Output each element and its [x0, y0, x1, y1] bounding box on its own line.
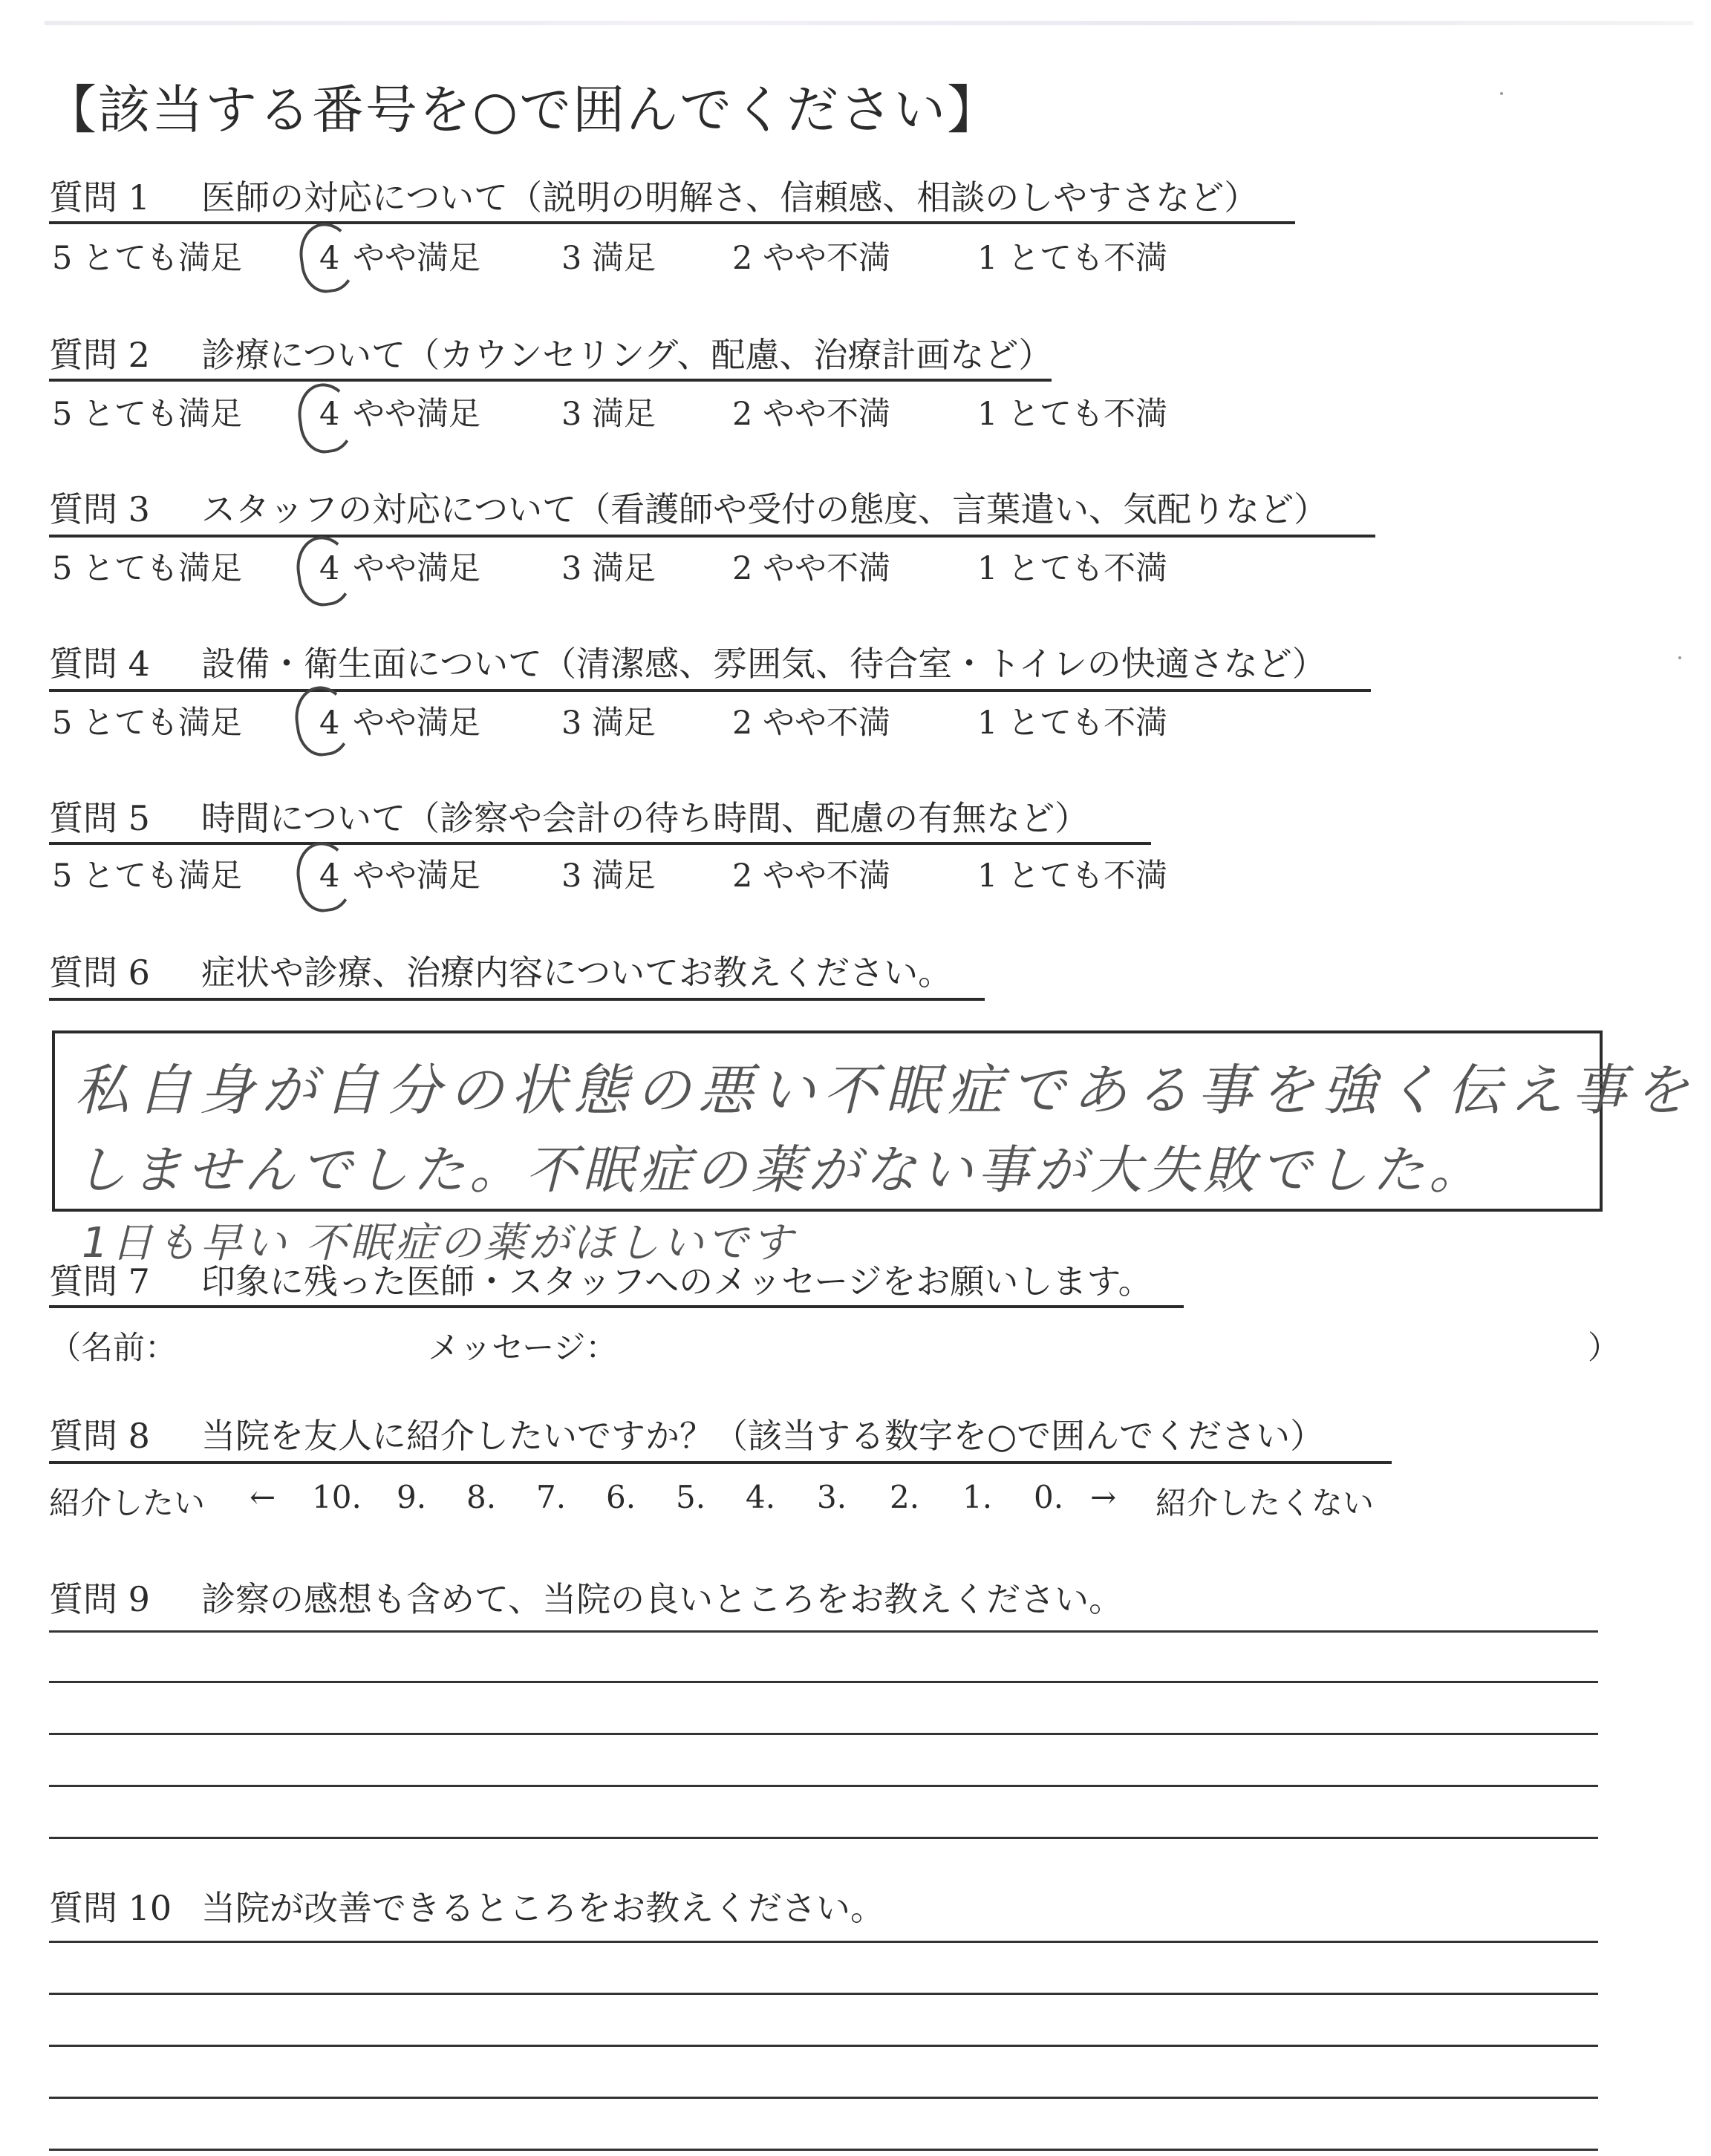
option-4-number[interactable]: 4: [319, 240, 340, 277]
recommend-option-9[interactable]: 9.: [397, 1479, 427, 1515]
option-4-label[interactable]: やや満足: [353, 550, 480, 587]
name-label: （名前：: [49, 1330, 177, 1367]
question-8-underline: [49, 1461, 1392, 1464]
question-9-heading: [49, 1577, 1123, 1621]
option-5[interactable]: 5 とても満足: [52, 550, 243, 587]
hand-drawn-circle-mark: [293, 532, 356, 609]
option-3[interactable]: 3 満足: [561, 550, 656, 587]
option-3[interactable]: 3 満足: [561, 858, 656, 895]
question-number: 質問 5: [49, 798, 150, 838]
recommend-option-3[interactable]: 3.: [817, 1479, 847, 1515]
right-arrow-icon: →: [1090, 1479, 1117, 1515]
option-4-number[interactable]: 4: [319, 396, 340, 433]
question-text: 印象に残った医師・スタッフへのメッセージをお願いします。: [201, 1261, 1153, 1301]
option-1[interactable]: 1 とても不満: [977, 240, 1168, 277]
question-number: 質問 10: [49, 1888, 172, 1928]
option-3[interactable]: 3 満足: [561, 396, 656, 433]
recommend-option-4[interactable]: 4.: [746, 1479, 776, 1515]
answer-line[interactable]: [49, 1785, 1598, 1787]
handwritten-answer-line-1: 私自身が自分の状態の悪い不眠症である事を強く伝え事を: [74, 1059, 1696, 1123]
question-number: 質問 1: [49, 177, 150, 218]
question-text: 当院を友人に紹介したいですか？（該当する数字を○で囲んでください）: [201, 1416, 1325, 1456]
option-5[interactable]: 5 とても満足: [52, 705, 243, 742]
question-number: 質問 2: [49, 335, 150, 375]
left-arrow-icon: ←: [250, 1479, 276, 1515]
close-paren: ）: [1588, 1330, 1620, 1367]
question-number: 質問 7: [49, 1261, 150, 1301]
option-5[interactable]: 5 とても満足: [52, 240, 243, 277]
question-number: 質問 3: [49, 489, 150, 529]
option-4-label[interactable]: やや満足: [353, 396, 480, 433]
question-10-heading: [49, 1886, 884, 1930]
question-text: 設備・衛生面について（清潔感、雰囲気、待合室・トイレの快適さなど）: [201, 644, 1326, 684]
scan-speck: [1678, 656, 1681, 659]
question-number: 質問 8: [49, 1416, 150, 1456]
option-1[interactable]: 1 とても不満: [977, 550, 1168, 587]
question-text: 診察の感想も含めて、当院の良いところをお教えください。: [201, 1579, 1124, 1619]
recommend-option-8[interactable]: 8.: [466, 1479, 497, 1515]
question-4-underline: [49, 689, 1371, 692]
option-2[interactable]: 2 やや不満: [732, 396, 891, 433]
question-2-underline: [49, 379, 1052, 382]
question-8-heading: [49, 1414, 1324, 1458]
question-text: 症状や診療、治療内容についてお教えください。: [201, 953, 953, 993]
option-2[interactable]: 2 やや不満: [732, 550, 891, 587]
answer-line[interactable]: [49, 1941, 1598, 1943]
recommend-option-1[interactable]: 1.: [962, 1479, 993, 1515]
question-3-underline: [49, 535, 1375, 538]
option-4-label[interactable]: やや満足: [353, 705, 480, 742]
handwritten-answer-line-2: しませんでした。不眠症の薬がない事が大失敗でした。: [74, 1140, 1485, 1200]
option-1[interactable]: 1 とても不満: [977, 705, 1168, 742]
recommend-left-label: 紹介したい: [49, 1485, 206, 1521]
recommend-option-10[interactable]: 10.: [312, 1479, 362, 1515]
recommend-option-7[interactable]: 7.: [536, 1479, 567, 1515]
form-title: 【該当する番号を○で囲んでください】: [45, 79, 1001, 140]
option-2[interactable]: 2 やや不満: [732, 858, 891, 895]
hand-drawn-circle-mark: [293, 838, 356, 915]
scan-edge: [45, 21, 1693, 25]
answer-line[interactable]: [49, 1993, 1598, 1995]
option-5[interactable]: 5 とても満足: [52, 396, 243, 433]
question-number: 質問 4: [49, 644, 150, 684]
question-2-heading: [49, 333, 1052, 377]
answer-line[interactable]: [49, 2045, 1598, 2047]
scan-speck: [1500, 92, 1503, 95]
recommend-option-0[interactable]: 0.: [1034, 1479, 1064, 1515]
option-1[interactable]: 1 とても不満: [977, 396, 1168, 433]
option-4-label[interactable]: やや満足: [353, 858, 480, 895]
question-1-heading: [49, 175, 1258, 220]
question-6-underline: [49, 998, 985, 1001]
question-7-heading: [49, 1259, 1153, 1304]
option-1[interactable]: 1 とても不満: [977, 858, 1168, 895]
answer-line[interactable]: [49, 1837, 1598, 1839]
question-text: スタッフの対応について（看護師や受付の態度、言葉遣い、気配りなど）: [201, 489, 1329, 529]
question-6-heading: [49, 950, 952, 995]
option-5[interactable]: 5 とても満足: [52, 858, 243, 895]
question-3-heading: [49, 487, 1328, 532]
answer-line[interactable]: [49, 2149, 1598, 2151]
message-label: メッセージ：: [428, 1330, 618, 1367]
question-1-underline: [49, 221, 1295, 224]
question-number: 質問 9: [49, 1579, 150, 1619]
question-text: 当院が改善できるところをお教えください。: [201, 1888, 884, 1928]
question-5-heading: [49, 796, 1089, 840]
hand-drawn-circle-mark: [296, 219, 359, 295]
answer-line[interactable]: [49, 1681, 1598, 1683]
answer-line[interactable]: [49, 2097, 1598, 2099]
answer-line[interactable]: [49, 1630, 1598, 1633]
question-7-underline: [49, 1305, 1184, 1308]
option-4-number[interactable]: 4: [319, 550, 340, 587]
option-3[interactable]: 3 満足: [561, 240, 656, 277]
option-4-label[interactable]: やや満足: [353, 240, 480, 277]
question-number: 質問 6: [49, 953, 150, 993]
question-5-underline: [49, 842, 1151, 845]
option-4-number[interactable]: 4: [319, 705, 340, 742]
hand-drawn-circle-mark: [291, 682, 355, 759]
hand-drawn-circle-mark: [294, 379, 358, 456]
recommend-right-label: 紹介したくない: [1156, 1485, 1375, 1521]
question-text: 医師の対応について（説明の明解さ、信頼感、相談のしやすさなど）: [201, 177, 1259, 218]
option-2[interactable]: 2 やや不満: [732, 705, 891, 742]
recommend-option-6[interactable]: 6.: [606, 1479, 636, 1515]
handwritten-answer-line-3: 1日も早い 不眠症の薬がほしいです: [82, 1219, 796, 1267]
option-3[interactable]: 3 満足: [561, 705, 656, 742]
option-2[interactable]: 2 やや不満: [732, 240, 891, 277]
question-text: 時間について（診察や会計の待ち時間、配慮の有無など）: [201, 798, 1089, 838]
question-4-heading: [49, 641, 1326, 686]
recommend-option-5[interactable]: 5.: [676, 1479, 706, 1515]
recommend-option-2[interactable]: 2.: [890, 1479, 920, 1515]
answer-line[interactable]: [49, 1733, 1598, 1735]
option-4-number[interactable]: 4: [319, 858, 340, 895]
question-text: 診療について（カウンセリング、配慮、治療計画など）: [201, 335, 1053, 375]
